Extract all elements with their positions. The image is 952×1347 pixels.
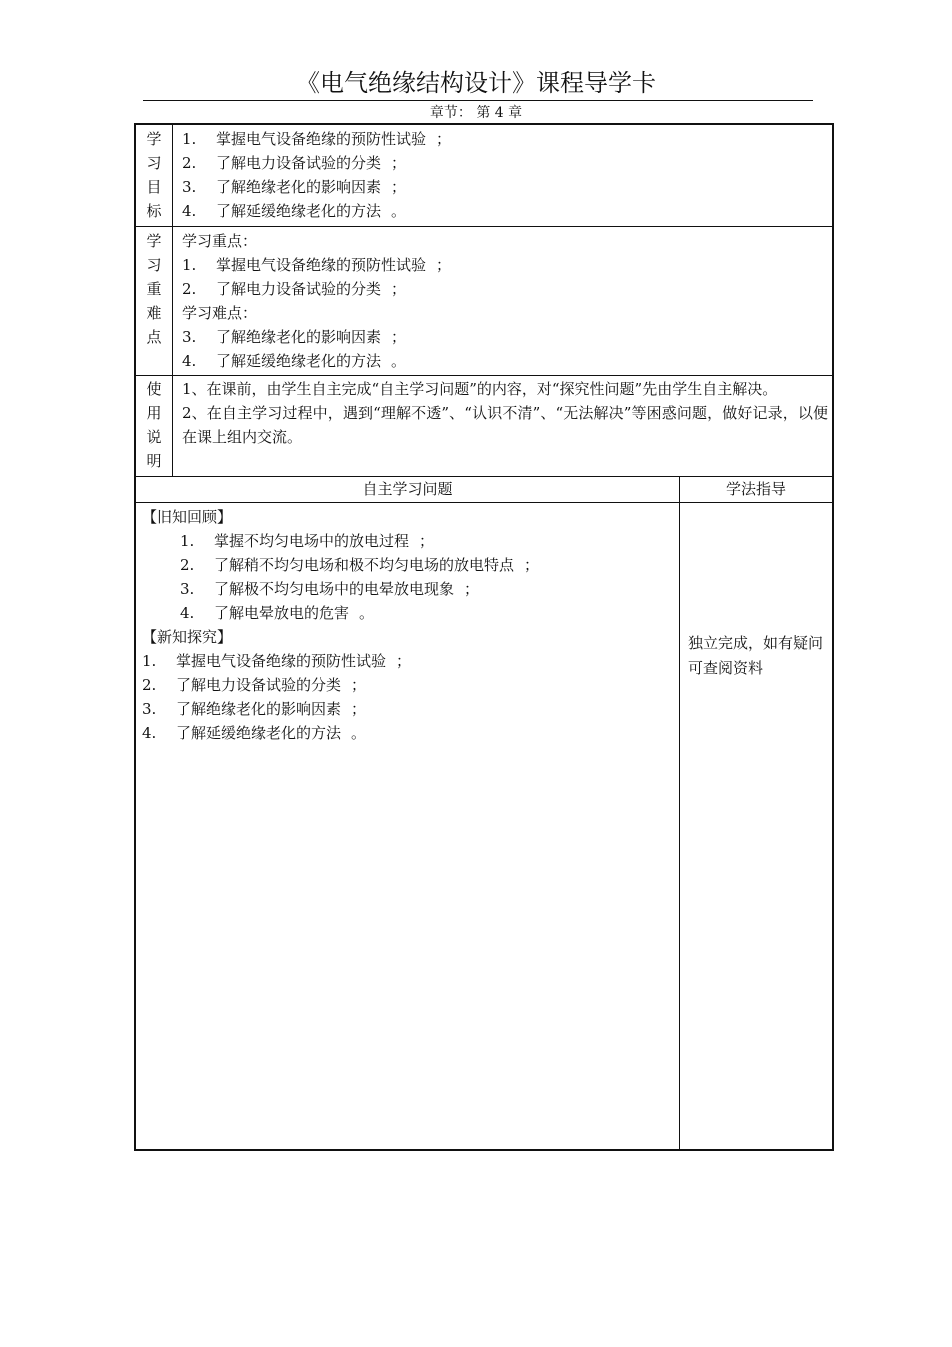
list-item: 2. 了解电力设备试验的分类 ； [182, 280, 407, 298]
objectives-row [136, 125, 832, 227]
title-underline [143, 100, 813, 101]
list-item: 1. 掌握不均匀电场中的放电过程 ； [180, 532, 435, 550]
list-item: 4. 了解延缓绝缘老化的方法 。 [182, 202, 407, 220]
list-item: 1. 掌握电气设备绝缘的预防性试验 ； [182, 256, 452, 274]
usage-row [136, 375, 832, 477]
key-points-row [136, 226, 832, 376]
objectives-label: 学 习 目 标 [136, 125, 173, 226]
objectives-list [182, 127, 826, 223]
study-guidance: 独立完成，如有疑问可查阅资料 [688, 634, 824, 677]
list-item: 2. 了解稍不均匀电场和极不均匀电场的放电特点 ； [180, 556, 540, 574]
list-item: 2. 了解电力设备试验的分类 ； [142, 676, 367, 694]
key-points-label: 学 习 重 难 点 [136, 226, 173, 375]
chapter-line [0, 103, 952, 123]
list-item: 4. 了解延缓绝缘老化的方法 。 [182, 352, 407, 370]
difficult-heading: 学习难点： [182, 304, 258, 322]
card-title: 《电气绝缘结构设计》课程导学卡 [296, 69, 656, 97]
column-header-guidance: 学法指导 [725, 480, 786, 498]
list-item: 4. 了解电晕放电的危害 。 [180, 604, 375, 622]
column-header-questions: 自主学习问题 [136, 476, 680, 502]
usage-label: 使 用 说 明 [136, 375, 173, 476]
usage-paragraph: 2、在自主学习过程中，遇到“理解不透”、“认识不清”、“无法解决”等困惑问题，做好记录，以便在课上组内交流。 [182, 404, 828, 446]
study-questions [142, 505, 672, 745]
key-heading: 学习重点： [182, 232, 258, 250]
study-table-header [136, 476, 832, 503]
list-item: 3. 了解绝缘老化的影响因素 ； [182, 178, 407, 196]
list-item: 3. 了解绝缘老化的影响因素 ； [182, 328, 407, 346]
column-divider [679, 503, 680, 1149]
usage-paragraph: 1、在课前，由学生自主完成“自主学习问题”的内容，对“探究性问题”先由学生自主解决。 [182, 380, 778, 398]
list-item: 1. 掌握电气设备绝缘的预防性试验 ； [142, 652, 412, 670]
chapter-label: 章节： [429, 105, 472, 121]
list-item: 4. 了解延缓绝缘老化的方法 。 [142, 724, 367, 742]
guide-table [134, 123, 834, 1151]
review-heading: 【旧知回顾】 [142, 508, 233, 526]
list-item: 3. 了解极不均匀电场中的电晕放电现象 ； [180, 580, 480, 598]
chapter-value: 第 4 章 [476, 105, 523, 121]
explore-heading: 【新知探究】 [142, 628, 233, 646]
list-item: 3. 了解绝缘老化的影响因素 ； [142, 700, 367, 718]
list-item: 2. 了解电力设备试验的分类 ； [182, 154, 407, 172]
usage-text [182, 377, 828, 449]
list-item: 1. 掌握电气设备绝缘的预防性试验 ； [182, 130, 452, 148]
key-points-list [182, 229, 826, 373]
